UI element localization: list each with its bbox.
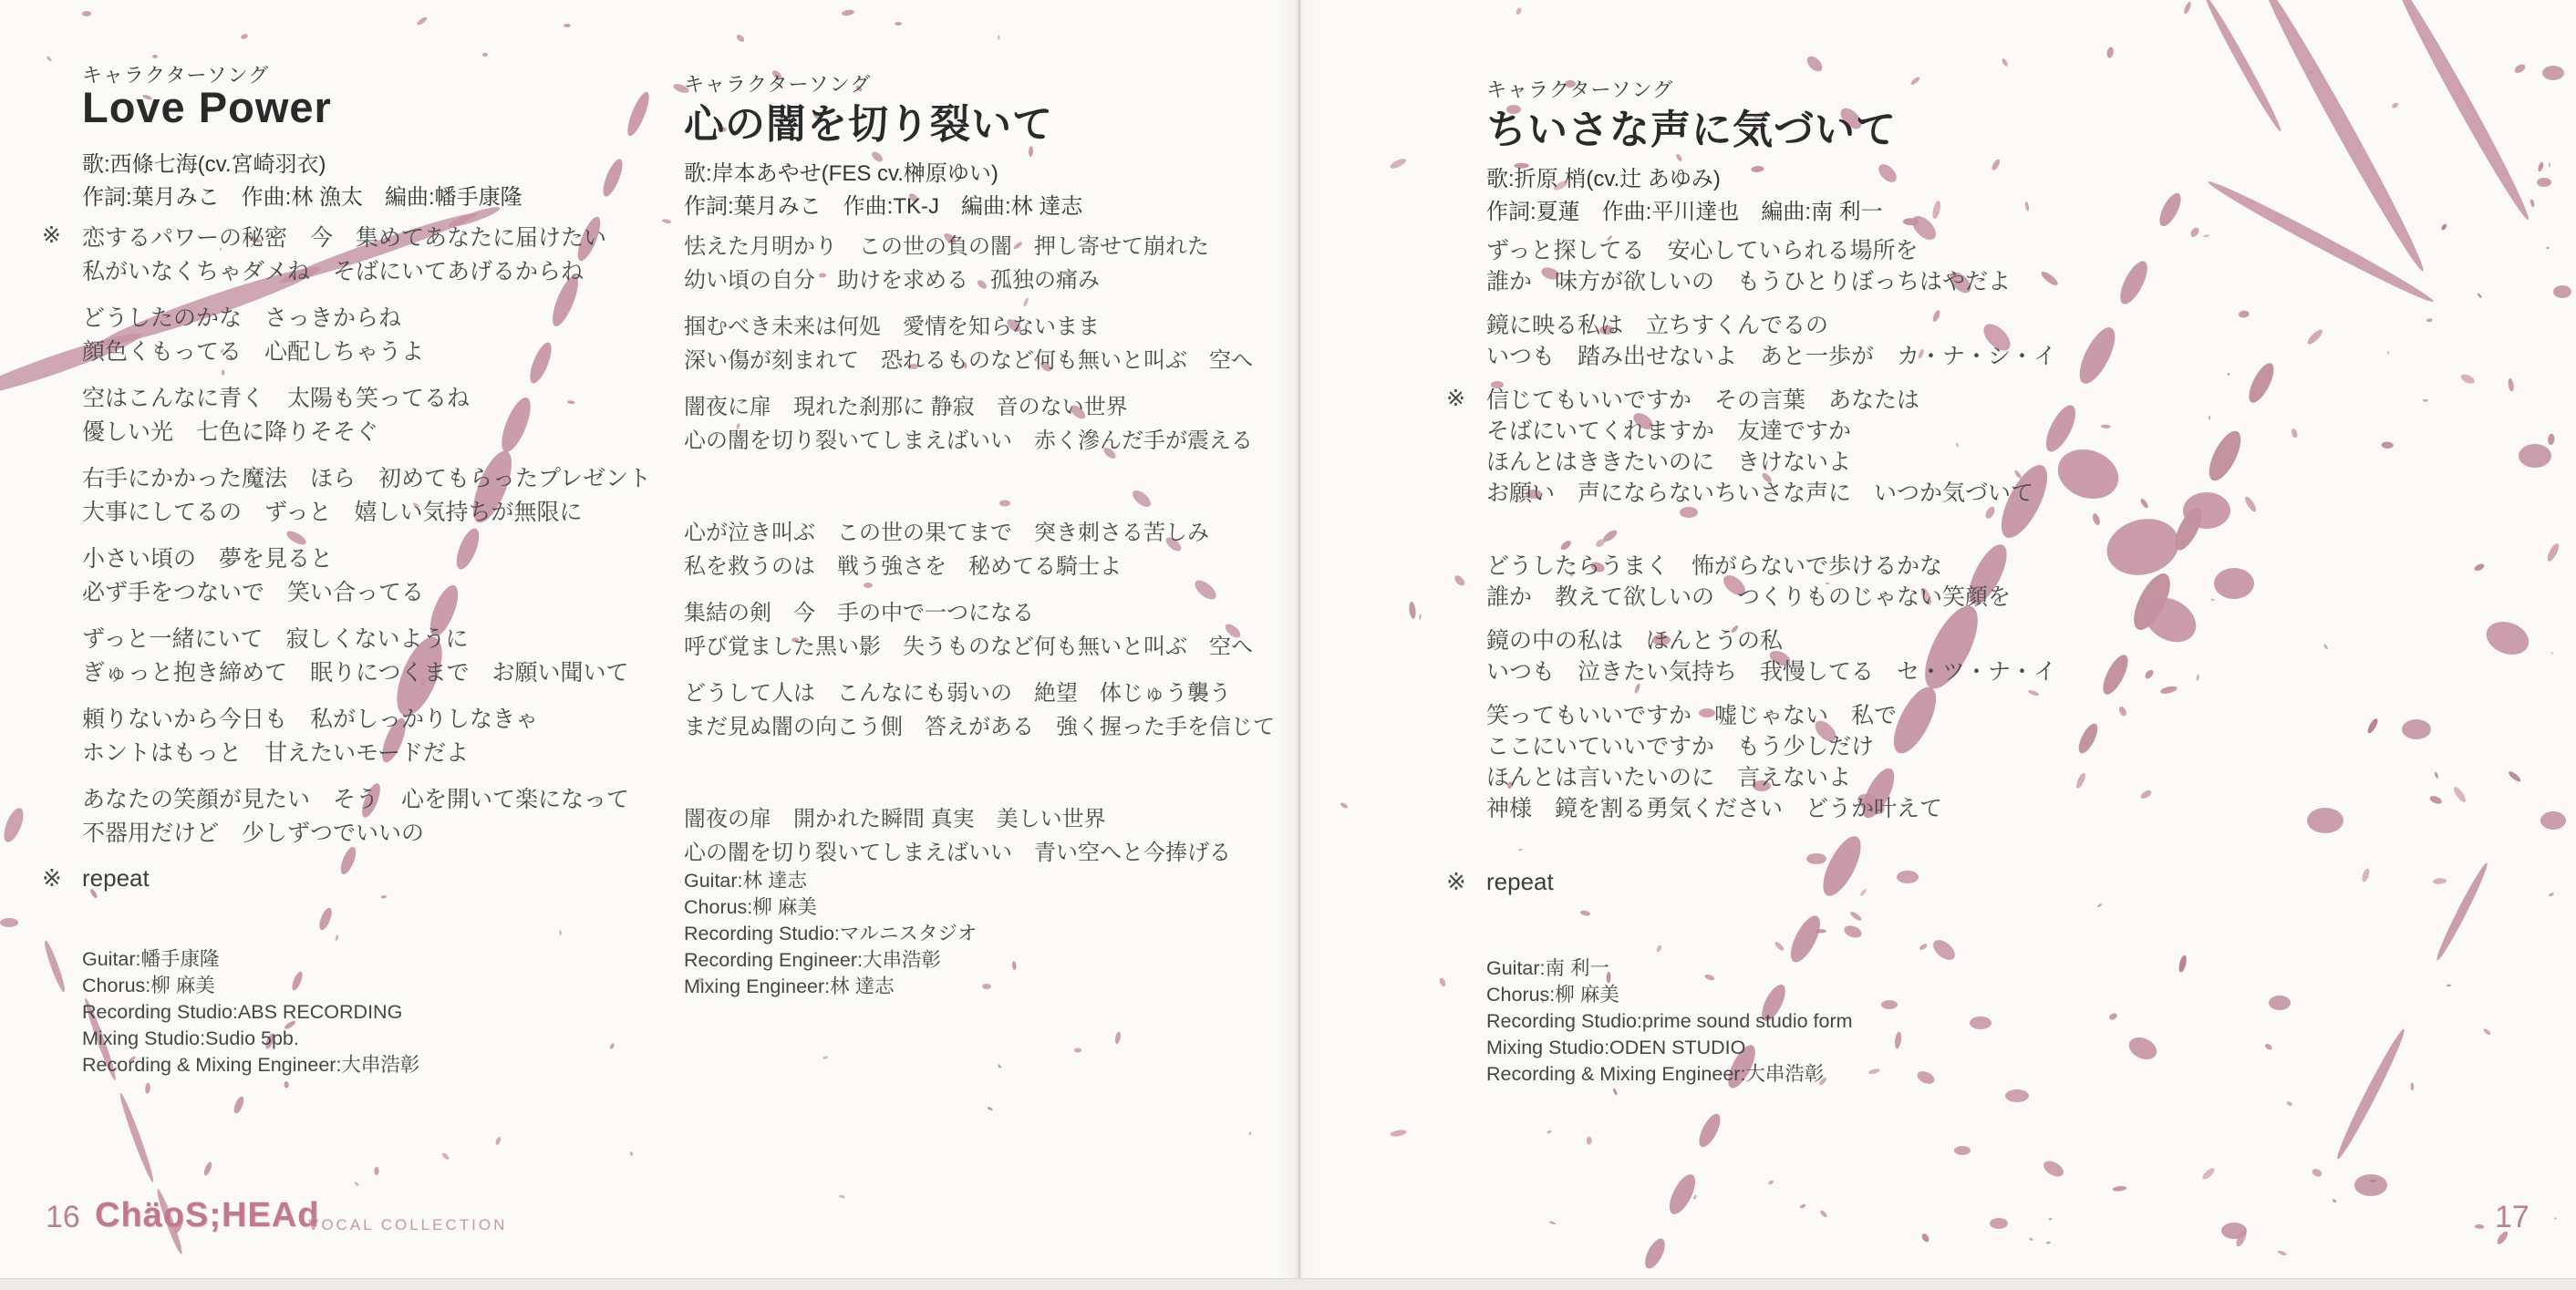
verse <box>684 516 1275 583</box>
staff-credit-line: Chorus:柳 麻美 <box>684 896 817 918</box>
verse <box>82 703 651 770</box>
staff-credit-line: Recording Studio:prime sound studio form <box>1486 1010 1853 1032</box>
lyric-line: 信じてもいいですか その言葉 あなたは <box>1486 387 1920 413</box>
staff-credit-line: Guitar:南 利一 <box>1486 957 1609 979</box>
lyric-line: 怯えた月明かり この世の負の闇 押し寄せて崩れた <box>684 234 1209 259</box>
staff-credit-line: Mixing Engineer:林 達志 <box>684 975 895 997</box>
lyric-line: ずっと探してる 安心していられる場所を <box>1486 238 1919 263</box>
lyric-line: 闇夜に扉 現れた刹那に 静寂 音のない世界 <box>684 395 1128 419</box>
verse-repeat-marker: ※ <box>42 222 61 248</box>
lyric-line: 笑ってもいいですか 嘘じゃない 私で <box>1486 703 1898 728</box>
lyrics-block <box>1446 235 2057 866</box>
lyric-line: 呼び覚ました黒い影 失うものなど何も無いと叫ぶ 空へ <box>684 635 1253 659</box>
verse <box>82 462 651 530</box>
verse <box>684 390 1275 458</box>
lyric-line: ホントはもっと 甘えたいモードだよ <box>82 740 470 766</box>
verse <box>684 596 1275 664</box>
verse <box>1486 625 2056 687</box>
lyric-line: 誰か 味方が欲しいの もうひとりぼっちはやだよ <box>1486 269 2012 294</box>
repeat-marker: ※ <box>1446 868 1466 895</box>
verse <box>684 802 1275 870</box>
lyric-line: 小さい頃の 夢を見ると <box>82 546 334 572</box>
verse <box>82 783 651 851</box>
vocalist-credit: 歌:折原 梢(cv.辻 あゆみ) <box>1486 167 1721 191</box>
verse <box>1486 551 2056 613</box>
verse <box>1446 385 2056 509</box>
verse <box>684 676 1275 744</box>
verse-repeat-marker: ※ <box>1446 386 1465 411</box>
song-category-label: キャラクターソング <box>1486 78 1674 101</box>
verse <box>82 542 651 610</box>
lyric-line: 恋するパワーの秘密 今 集めてあなたに届けたい <box>82 225 607 251</box>
lyric-line: 掴むべき未来は何処 愛情を知らないまま <box>684 315 1100 339</box>
lyric-line: ほんとは言いたいのに 言えないよ <box>1486 765 1852 790</box>
lyric-line: 必ず手をつないで 笑い合ってる <box>82 580 425 605</box>
verse <box>82 623 651 690</box>
verse <box>684 310 1275 377</box>
staff-credit-line: Mixing Studio:Sudio 5pb. <box>82 1027 299 1049</box>
lyric-line: 右手にかかった魔法 ほら 初めてもらったプレゼント <box>82 466 652 491</box>
verse <box>1486 310 2056 372</box>
lyrics-block <box>42 222 652 863</box>
logo-subtitle: VOCAL COLLECTION <box>308 1216 508 1233</box>
verse <box>1486 235 2056 297</box>
staff-credit-line: Recording Studio:ABS RECORDING <box>82 1001 403 1023</box>
verse <box>42 222 651 289</box>
staff-credit-line: Mixing Studio:ODEN STUDIO <box>1486 1037 1746 1058</box>
lyric-line: どうして人は こんなにも弱いの 絶望 体じゅう襲う <box>684 681 1231 706</box>
song-title: ちいさな声に気づいて <box>1486 108 1897 152</box>
writers-credit: 作詞:夏蓮 作曲:平川達也 編曲:南 利一 <box>1486 200 1883 224</box>
staff-credit-line: Guitar:幡手康隆 <box>82 948 220 970</box>
lyric-line: いつも 泣きたい気持ち 我慢してる セ・ツ・ナ・イ <box>1486 659 2057 685</box>
vocalist-credit: 歌:岸本あやせ(FES cv.榊原ゆい) <box>684 161 998 186</box>
page-fold-line <box>1298 0 1300 1289</box>
song-title: Love Power <box>82 83 332 131</box>
lyric-line: 集結の剣 今 手の中で一つになる <box>684 601 1034 625</box>
page-number-left: 16 <box>46 1200 80 1234</box>
vocalist-credit: 歌:西條七海(cv.宮崎羽衣) <box>82 152 326 177</box>
staff-credit-line: Chorus:柳 麻美 <box>1486 984 1619 1006</box>
page-number-right: 17 <box>2495 1200 2529 1234</box>
lyric-line: お願い 声にならないちいさな声に いつか気づいて <box>1486 480 2034 506</box>
lyric-line: ほんとはききたいのに きけないよ <box>1486 449 1852 475</box>
staff-credit-line: Recording Engineer:大串浩彰 <box>684 949 942 971</box>
writers-credit: 作詞:葉月みこ 作曲:林 漁太 編曲:幡手康隆 <box>82 185 522 210</box>
lyric-line: どうしたらうまく 怖がらないで歩けるかな <box>1486 553 1943 579</box>
lyric-line: そばにいてくれますか 友達ですか <box>1486 418 1852 444</box>
verse <box>82 382 651 449</box>
staff-credit-line: Recording Studio:マルニスタジオ <box>684 923 978 944</box>
lyric-line: 心の闇を切り裂いてしまえばいい 赤く滲んだ手が震える <box>684 428 1253 453</box>
writers-credit: 作詞:葉月みこ 作曲:TK-J 編曲:林 達志 <box>684 194 1083 219</box>
staff-credit-line: Recording & Mixing Engineer:大串浩彰 <box>82 1054 420 1076</box>
lyric-line: あなたの笑顔が見たい そう 心を開いて楽になって <box>82 787 630 812</box>
staff-credit-line: Recording & Mixing Engineer:大串浩彰 <box>1486 1063 1825 1085</box>
lyric-line: いつも 踏み出せないよ あと一歩が カ・ナ・シ・イ <box>1486 344 2057 369</box>
song-column-chiisana-koe <box>1446 0 2088 1289</box>
lyrics-block <box>684 230 1275 882</box>
song-column-kokoro-no-yami <box>684 0 1286 1289</box>
lyric-line: 不器用だけど 少しずつでいいの <box>82 820 425 846</box>
repeat-instruction <box>1446 868 1554 896</box>
staff-credit-line: Chorus:柳 麻美 <box>82 975 215 996</box>
lyric-line: 私がいなくちゃダメね そばにいてあげるからね <box>82 259 585 284</box>
lyric-line: 空はこんなに青く 太陽も笑ってるね <box>82 386 471 411</box>
lyric-line: 神様 鏡を割る勇気ください どうか叶えて <box>1486 796 1943 821</box>
lyric-line: 優しい光 七色に降りそそぐ <box>82 419 379 445</box>
song-title: 心の闇を切り裂いて <box>684 102 1053 147</box>
staff-credits-block <box>82 946 419 1078</box>
lyric-line: まだ見ぬ闇の向こう側 答えがある 強く握った手を信じて <box>684 715 1275 739</box>
song-category-label: キャラクターソング <box>684 73 872 96</box>
lyric-line: 頼りないから今日も 私がしっかりしなきゃ <box>82 707 539 732</box>
staff-credits-block <box>684 868 977 1000</box>
lyric-line: 私を救うのは 戦う強さを 秘めてる騎士よ <box>684 554 1122 579</box>
lyric-line: 顔色くもってる 心配しちゃうよ <box>82 339 425 365</box>
page-bottom-edge <box>0 1278 2576 1290</box>
lyric-line: ぎゅっと抱き締めて 眠りにつくまで お願い聞いて <box>82 660 629 686</box>
repeat-label: repeat <box>1486 868 1554 895</box>
repeat-marker: ※ <box>42 864 62 892</box>
lyric-line: 心の闇を切り裂いてしまえばいい 青い空へと今捧げる <box>684 841 1231 865</box>
verse <box>684 230 1275 297</box>
lyric-line: 闇夜の扉 開かれた瞬間 真実 美しい世界 <box>684 807 1106 831</box>
verse <box>1486 700 2056 824</box>
lyric-line: ここにいていいですか もう少しだけ <box>1486 734 1875 759</box>
lyric-line: 誰か 教えて欲しいの つくりものじゃない笑顔を <box>1486 584 2012 610</box>
verse <box>82 302 651 369</box>
lyric-line: 心が泣き叫ぶ この世の果てまで 突き刺さる苦しみ <box>684 521 1209 545</box>
song-category-label: キャラクターソング <box>82 64 270 87</box>
lyric-line: 鏡の中の私は ほんとうの私 <box>1486 628 1784 654</box>
lyric-line: どうしたのかな さっきからね <box>82 305 402 331</box>
lyric-line: ずっと一緒にいて 寂しくないように <box>82 626 469 652</box>
lyric-line: 鏡に映る私は 立ちすくんでるの <box>1486 313 1829 338</box>
lyric-line: 深い傷が刻まれて 恐れるものなど何も無いと叫ぶ 空へ <box>684 348 1253 373</box>
staff-credit-line: Guitar:林 達志 <box>684 870 807 892</box>
lyric-line: 大事にしてるの ずっと 嬉しい気持ちが無限に <box>82 500 583 525</box>
chaos-head-logo: ChäoS;HEAd <box>95 1196 320 1234</box>
repeat-instruction <box>42 864 150 893</box>
repeat-label: repeat <box>82 864 150 892</box>
lyric-line: 幼い頃の自分 助けを求める 孤独の痛み <box>684 268 1100 293</box>
staff-credits-block <box>1486 955 1853 1088</box>
